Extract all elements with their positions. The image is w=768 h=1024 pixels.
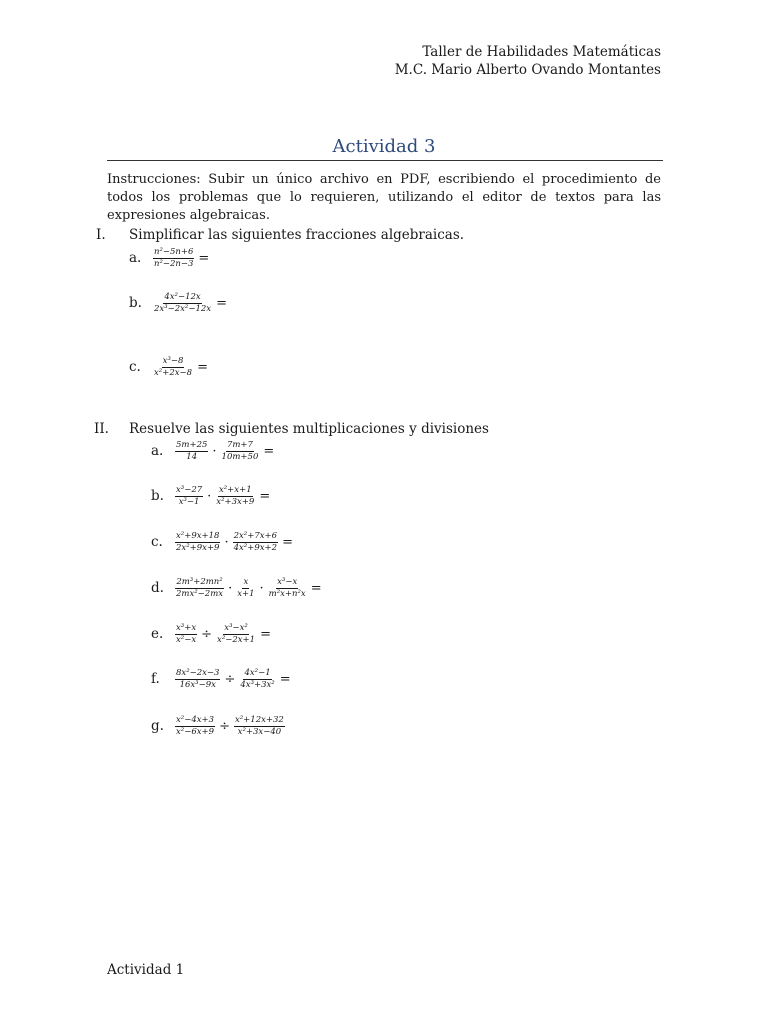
fraction: $\frac{5m+25}{14}$ xyxy=(176,439,208,462)
exercise-2f xyxy=(151,661,293,697)
document-header xyxy=(395,43,661,79)
fraction: $\frac{\text{8x²−2x−3}}{\text{16x³−9x}}$ xyxy=(176,667,220,690)
item-label: e. xyxy=(151,626,164,642)
title-divider xyxy=(107,160,663,161)
section-1-heading: Simplificar las siguientes fracciones algebraicas. xyxy=(129,227,465,243)
exercise-1c xyxy=(129,349,210,385)
operator: · xyxy=(259,580,264,596)
operator: ÷ xyxy=(224,671,236,687)
instructor-name: M.C. Mario Alberto Ovando Montantes xyxy=(394,62,661,78)
instructions-paragraph: Instrucciones: Subir un único archivo en PDF, escribiendo el procedimiento de todos los problemas que lo requieren, utilizando el editor de textos para las expresiones algebraicas. xyxy=(107,172,661,223)
fraction: $\frac{\text{2m³+2mn²}}{\text{2mx²−2mx}}$ xyxy=(176,576,224,599)
fraction: $\frac{x}{x+1}$ xyxy=(237,576,255,599)
fraction: $\frac{7m+7}{10m+50}$ xyxy=(221,439,259,462)
item-label: a. xyxy=(129,250,142,266)
fraction: $\frac{\text{4x²−12x}}{\text{2x³−2x²−12x}}$ xyxy=(154,291,212,314)
math-expression xyxy=(173,577,324,600)
course-name: Taller de Habilidades Matemáticas xyxy=(422,44,661,60)
exercise-2d xyxy=(151,570,324,606)
operator: · xyxy=(228,580,233,596)
equals-sign: = xyxy=(279,671,291,687)
exercise-2a xyxy=(151,433,276,469)
item-label: b. xyxy=(129,295,142,311)
math-expression xyxy=(173,440,276,463)
page-footer: Actividad 1 xyxy=(107,962,185,978)
math-expression xyxy=(151,356,210,379)
equals-sign: = xyxy=(198,250,210,266)
item-label: g. xyxy=(151,718,164,734)
item-label: c. xyxy=(129,359,141,375)
item-label: c. xyxy=(151,534,163,550)
fraction: $\frac{\text{x³−x²}}{\text{x²−2x+1}}$ xyxy=(217,622,256,645)
item-label: b. xyxy=(151,488,164,504)
exercise-1b xyxy=(129,285,229,321)
math-expression xyxy=(173,485,272,508)
math-expression xyxy=(151,247,211,270)
exercise-2e xyxy=(151,616,273,652)
operator: ÷ xyxy=(219,718,230,734)
item-label: f. xyxy=(151,671,160,687)
math-expression xyxy=(173,668,293,691)
equals-sign: = xyxy=(197,359,208,375)
math-expression xyxy=(173,623,273,646)
math-expression xyxy=(173,715,287,738)
exercise-1a xyxy=(129,240,211,276)
fraction: $\frac{\text{4x²−1}}{\text{4x³+3x²}}$ xyxy=(240,667,275,690)
exercise-2c xyxy=(151,524,295,560)
fraction: $\frac{\text{x³−x}}{\text{m²x+n²x}}$ xyxy=(268,576,306,599)
operator: · xyxy=(207,488,212,504)
equals-sign: = xyxy=(260,626,271,642)
exercise-2g xyxy=(151,708,287,744)
math-expression xyxy=(173,531,295,554)
math-expression xyxy=(151,292,229,315)
section-2-number: II. xyxy=(94,421,109,437)
page-title: Actividad 3 xyxy=(332,136,436,157)
fraction: $\frac{\text{x³−8}}{\text{x²+2x−8}}$ xyxy=(154,355,193,378)
operator: · xyxy=(212,443,217,459)
section-1-number: I. xyxy=(96,227,106,243)
item-label: a. xyxy=(151,443,164,459)
equals-sign: = xyxy=(282,534,293,550)
equals-sign: = xyxy=(310,580,322,596)
fraction: $\frac{\text{n²−5n+6}}{\text{n²−2n−3}}$ xyxy=(154,246,194,269)
fraction: $\frac{\text{x²+12x+32}}{\text{x²+3x−40}}$ xyxy=(234,714,284,737)
fraction: $\frac{\text{x²+x+1}}{\text{x²+3x+9}}$ xyxy=(216,484,255,507)
section-2-heading: Resuelve las siguientes multiplicaciones y divisiones xyxy=(129,421,489,437)
fraction: $\frac{\text{x³−27}}{\text{x³−1}}$ xyxy=(176,484,203,507)
fraction: $\frac{\text{x²+9x+18}}{\text{2x²+9x+9}}$ xyxy=(176,530,220,553)
fraction: $\frac{\text{2x²+7x+6}}{\text{4x²+9x+2}}$ xyxy=(233,530,278,553)
equals-sign: = xyxy=(259,488,271,504)
operator: · xyxy=(224,534,229,550)
fraction: $\frac{\text{x³+x}}{\text{x²−x}}$ xyxy=(176,622,197,645)
item-label: d. xyxy=(151,580,164,596)
fraction: $\frac{\text{x²−4x+3}}{\text{x²−6x+9}}$ xyxy=(176,714,215,737)
operator: ÷ xyxy=(201,626,213,642)
equals-sign: = xyxy=(263,443,275,459)
equals-sign: = xyxy=(216,295,227,311)
exercise-2b xyxy=(151,478,272,514)
